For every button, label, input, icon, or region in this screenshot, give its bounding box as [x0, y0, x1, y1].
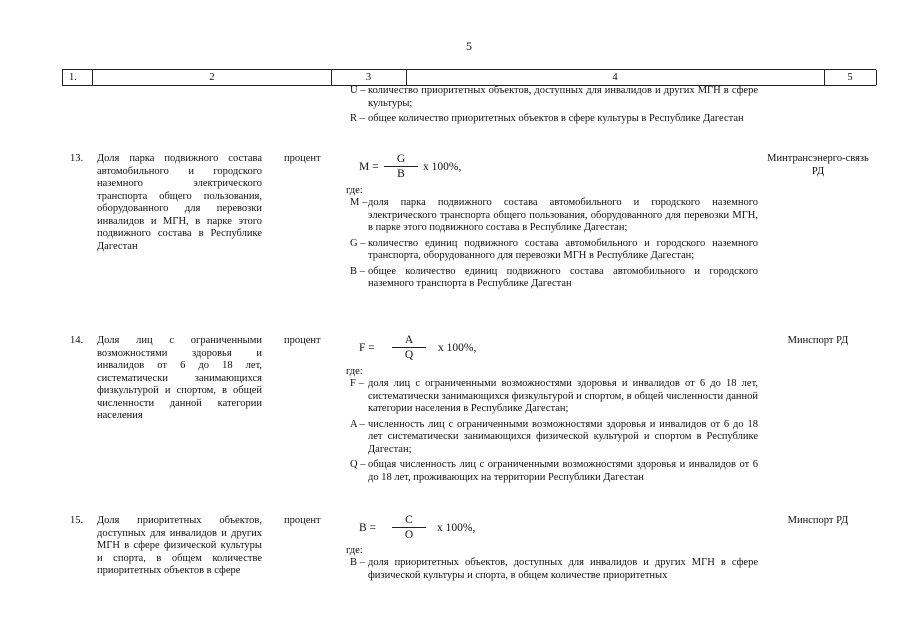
definition — [346, 85, 758, 110]
formula-lhs: M = — [359, 161, 379, 173]
page-number: 5 — [466, 39, 472, 53]
definition-symbol: A – — [350, 418, 365, 430]
definitions — [346, 197, 758, 291]
definition — [346, 197, 758, 235]
definition-text: общее количество приоритетных объектов в сфере культуры в Республике Дагестан — [368, 113, 744, 124]
formula-denominator: O — [404, 529, 414, 541]
definition — [346, 459, 758, 484]
indicator-name: Доля лиц с ограниченными возможностями здоровья и инвалидов от 6 до 18 лет, систематически занимающихся физкультурой и спортом, в общей численности данной категории населения — [97, 335, 262, 421]
formula-fraction — [384, 153, 418, 181]
definition-text: доля парка подвижного состава автомобильного и городского наземного электрического транспорта общего пользования, оборудованного для перевозки МГН, в парке этого подвижного состава в Республике Дагестан; — [368, 197, 758, 233]
where-label: где: — [346, 185, 363, 196]
formula-lhs: B = — [359, 522, 377, 534]
row-number: 13. — [70, 153, 84, 164]
definition — [346, 419, 758, 457]
definition-text: количество приоритетных объектов, доступных для инвалидов и других МГН в сфере культуры; — [368, 85, 758, 109]
definition-text: доля приоритетных объектов, доступных для инвалидов и других МГН в сфере физической культуры и спорта, в общем количестве приоритетных — [368, 557, 758, 581]
formula-rhs: x 100%, — [438, 342, 477, 354]
formula-fraction — [392, 514, 426, 542]
indicator-name: Доля приоритетных объектов, доступных для инвалидов и других МГН в сфере физической культуры и спорта, в общем количестве приоритетных объектов в сфере — [97, 515, 262, 576]
header-col-2: 2 — [93, 70, 332, 85]
definition-symbol: F – — [350, 378, 364, 389]
formula-numerator: A — [404, 334, 414, 346]
definition — [346, 238, 758, 263]
definition — [346, 266, 758, 291]
continuation-definitions — [346, 85, 758, 126]
definition-text: количество единиц подвижного состава автомобильного и городского наземного транспорта, оборудованного для перевозки МГН в Республике Дагестан; — [368, 237, 758, 261]
formula-numerator: C — [405, 514, 413, 526]
formula-lhs: F = — [359, 342, 375, 354]
formula-numerator: G — [396, 153, 406, 165]
definition-text: общее количество единиц подвижного состава автомобильного и городского наземного транспорта в Республике Дагестан — [368, 265, 758, 289]
row-number: 15. — [70, 515, 84, 526]
definition-text: общая численность лиц с ограниченными возможностями здоровья и инвалидов от 6 до 18 лет, проживающих на территории Республики Дагестан — [368, 459, 758, 483]
row-number: 14. — [70, 335, 84, 346]
definition — [346, 557, 758, 582]
unit-of-measure: процент — [284, 515, 321, 526]
table-header — [62, 69, 876, 86]
definition-symbol: M – — [350, 197, 368, 208]
definition-text: численность лиц с ограниченными возможностями здоровья и инвалидов от 6 до 18 лет систематически занимающихся физической культурой и спортом в Республике Дагестан; — [368, 418, 758, 455]
definition-symbol: B – — [350, 265, 365, 277]
formula-rhs: x 100%, — [423, 161, 462, 173]
definition-symbol: U – — [350, 85, 366, 96]
definition-symbol: B – — [350, 557, 365, 568]
responsible-agency: Минспорт РД — [787, 335, 849, 346]
definitions — [346, 378, 758, 484]
header-col-1: 1. — [63, 70, 93, 85]
responsible-agency: Минспорт РД — [787, 515, 849, 526]
header-col-5: 5 — [824, 70, 877, 85]
formula-rhs: x 100%, — [437, 522, 476, 534]
definition-text: доля лиц с ограниченными возможностями здоровья и инвалидов от 6 до 18 лет, систематически занимающихся физкультурой и спортом, в общей численности данной категории населения в Республике Дагестан; — [368, 378, 758, 414]
definition-symbol: G – — [350, 237, 366, 249]
unit-of-measure: процент — [284, 153, 321, 164]
unit-of-measure: процент — [284, 335, 321, 346]
definition — [346, 378, 758, 416]
header-col-3: 3 — [331, 70, 407, 85]
header-col-4: 4 — [406, 70, 825, 85]
responsible-agency: Минтрансэнерго-связь РД — [767, 153, 869, 177]
formula-fraction — [392, 334, 426, 362]
indicator-name: Доля парка подвижного состава автомобильного и городского наземного электрического транспорта общего пользования, оборудованного для перевозки инвалидов и МГН, в парке этого подвижного состава в Республике Дагестан — [97, 153, 262, 252]
definition-symbol: R – — [350, 113, 365, 124]
definition — [346, 113, 758, 126]
where-label: где: — [346, 545, 363, 556]
where-label: где: — [346, 366, 363, 377]
definitions — [346, 557, 758, 582]
definition-symbol: Q – — [350, 459, 366, 470]
formula-denominator: B — [397, 168, 405, 180]
formula-denominator: Q — [404, 349, 414, 361]
